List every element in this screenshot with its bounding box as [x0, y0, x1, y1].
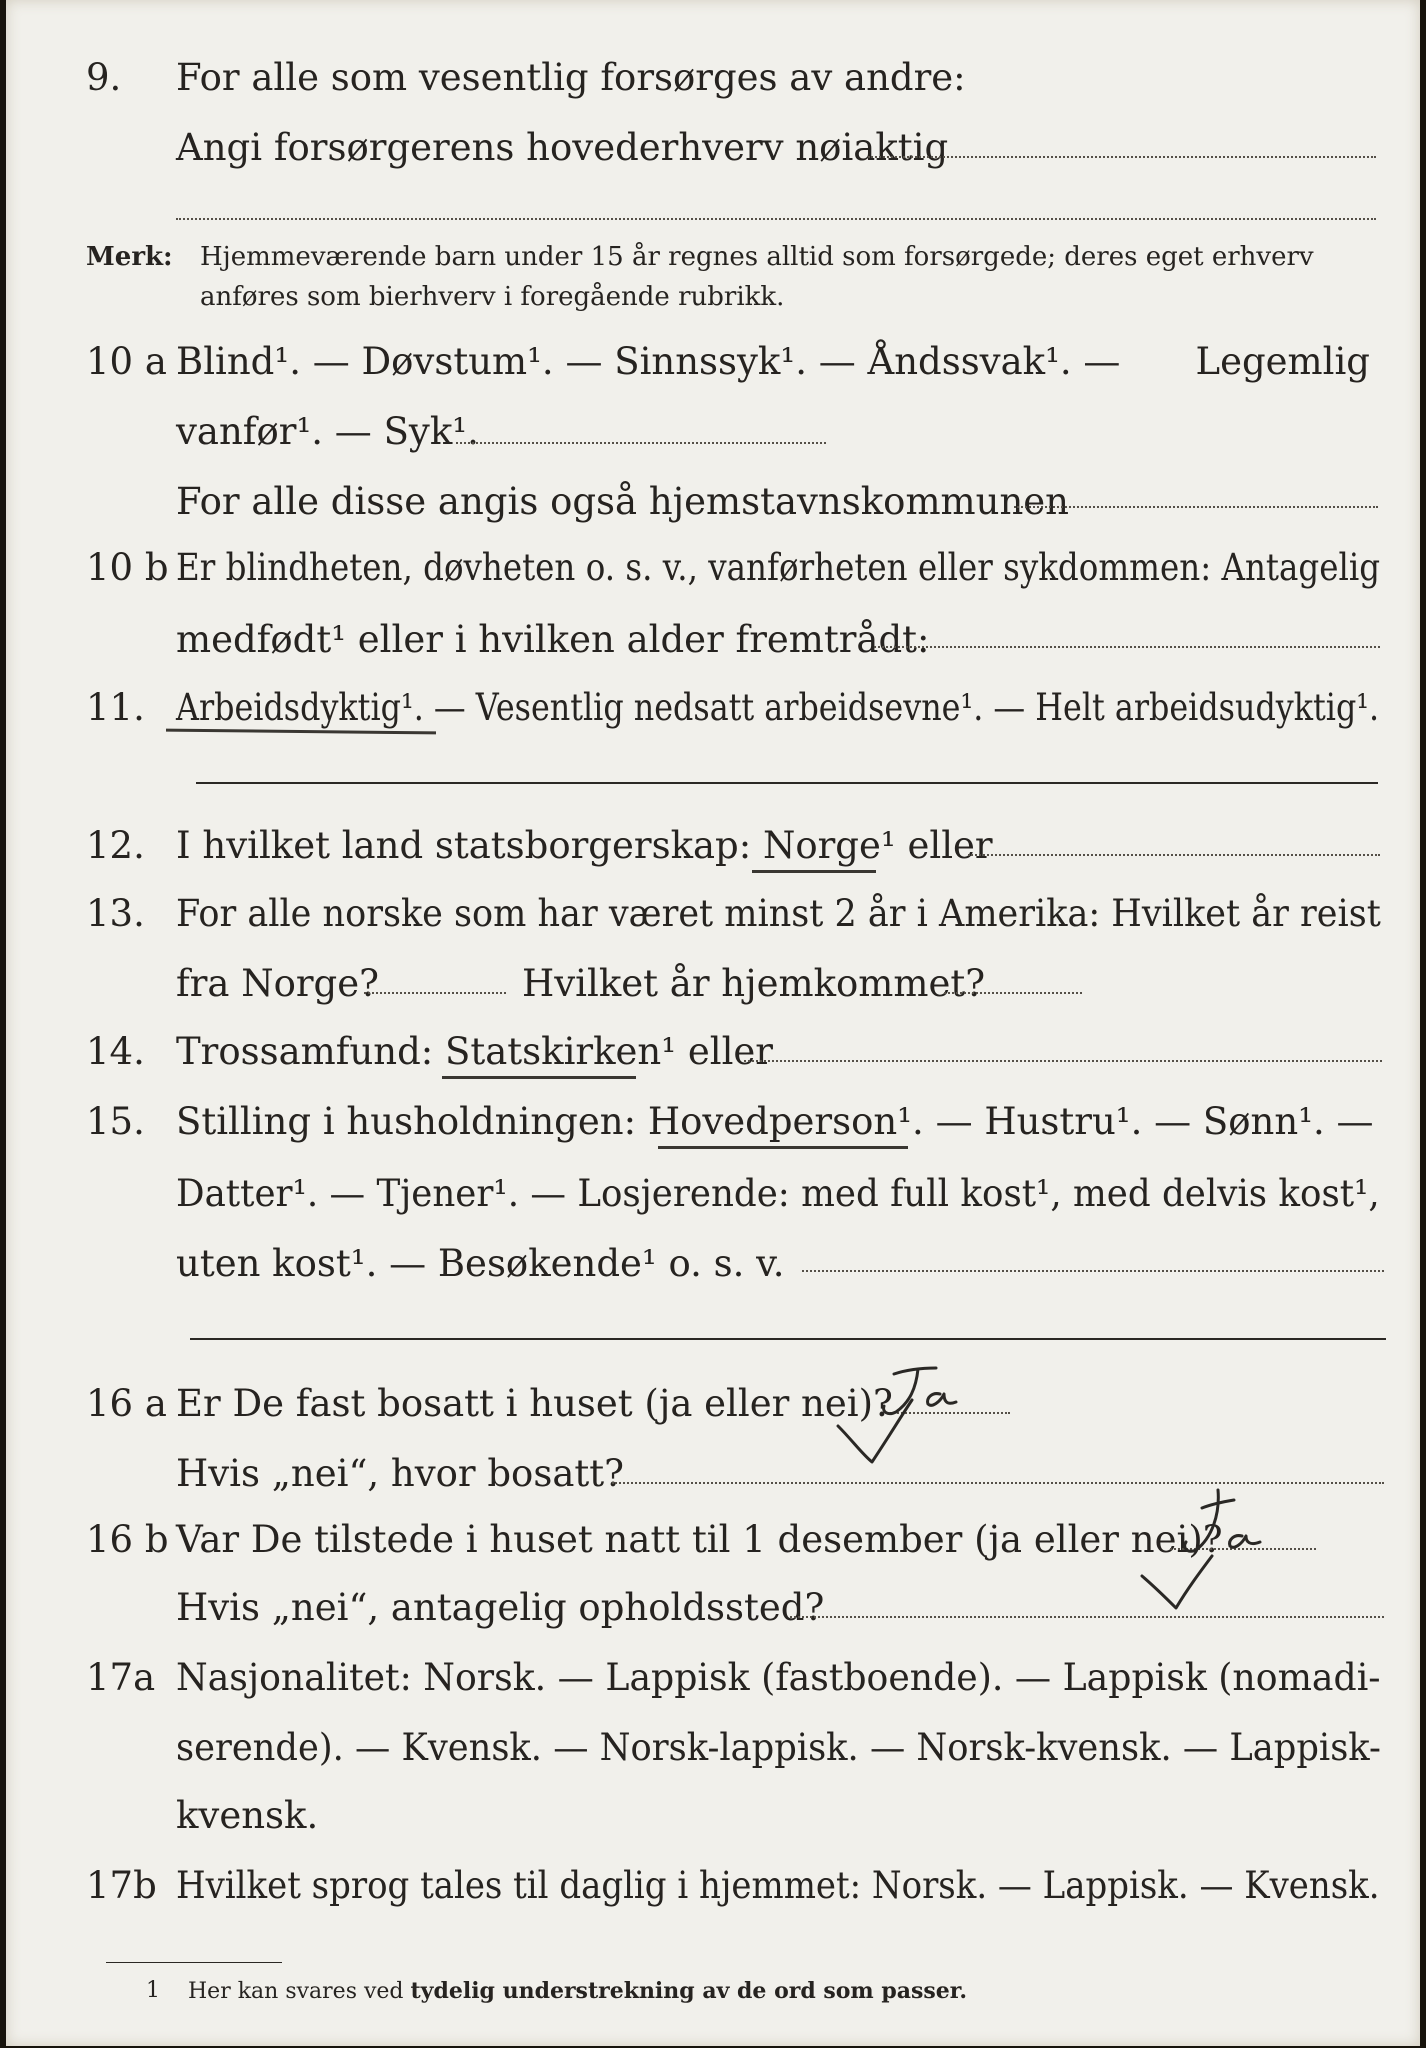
question-17a-line-3 — [6, 1786, 1420, 1846]
question-12 — [6, 816, 1420, 876]
answer-line[interactable] — [364, 992, 506, 994]
question-text: serende). — Kvensk. — Norsk-lappisk. — Norsk-kvensk. — Lappisk- — [176, 1726, 1381, 1769]
question-number: 17b — [86, 1864, 157, 1907]
question-number: 12. — [86, 824, 145, 867]
question-text: Arbeidsdyktig¹. — Vesentlig nedsatt arbeidsevne¹. — Helt arbeidsudyktig¹. — [176, 686, 1380, 729]
question-text: fra Norge? — [176, 962, 379, 1005]
question-number: 9. — [86, 56, 122, 99]
question-15-line-3 — [6, 1234, 1420, 1294]
question-text: Stilling i husholdningen: Hovedperson¹. — Hustru¹. — Sønn¹. — — [176, 1100, 1374, 1143]
question-number: 16 b — [86, 1518, 169, 1561]
question-13 — [6, 884, 1420, 944]
note-label: Merk: — [86, 242, 173, 272]
footnote-text — [188, 1976, 967, 2007]
answer-line[interactable] — [790, 1616, 1384, 1618]
question-text: For alle som vesentlig forsørges av andre: — [176, 56, 966, 99]
question-text: kvensk. — [176, 1794, 319, 1837]
question-9 — [6, 48, 1420, 108]
question-text: Er blindheten, døvheten o. s. v., vanførheten eller sykdommen: Antagelig — [176, 546, 1381, 589]
question-text: Nasjonalitet: Norsk. — Lappisk (fastboende). — Lappisk (nomadi- — [176, 1656, 1381, 1699]
answer-line[interactable] — [874, 646, 1380, 648]
question-16b-line-2 — [6, 1578, 1420, 1638]
question-number: 10 a — [86, 340, 167, 383]
question-10b — [6, 538, 1420, 598]
note-text: anføres som bierhverv i foregående rubrikk. — [200, 282, 785, 312]
answer-line[interactable] — [802, 1270, 1384, 1272]
census-form-page — [6, 0, 1420, 2046]
answer-line[interactable] — [190, 1338, 1386, 1340]
footnote-bold: tydelig understrekning av de ord som passer. — [410, 1978, 968, 2004]
question-14 — [6, 1022, 1420, 1082]
question-text: Trossamfund: Statskirken¹ eller — [176, 1030, 773, 1073]
note-text: Hjemmeværende barn under 15 år regnes alltid som forsørgede; deres eget erhverv — [200, 242, 1314, 272]
question-text: uten kost¹. — Besøkende¹ o. s. v. — [176, 1242, 785, 1285]
question-text: medfødt¹ eller i hvilken alder fremtrådt: — [176, 618, 930, 661]
footnote-divider — [106, 1962, 282, 1963]
question-10a — [6, 332, 1420, 392]
answer-line[interactable] — [868, 156, 1376, 158]
answer-line[interactable] — [176, 218, 1376, 220]
handwritten-underline — [752, 870, 876, 873]
question-text: vanfør¹. — Syk¹. — [176, 410, 479, 453]
question-17a — [6, 1648, 1420, 1708]
question-number: 10 b — [86, 546, 169, 589]
question-number: 11. — [86, 686, 145, 729]
question-10a-line-3 — [6, 472, 1420, 532]
question-17a-line-2 — [6, 1718, 1420, 1778]
question-text: For alle disse angis også hjemstavnskommunen — [176, 480, 1070, 523]
question-15-line-2 — [6, 1164, 1420, 1224]
question-number: 14. — [86, 1030, 145, 1073]
question-text: Datter¹. — Tjener¹. — Losjerende: med full kost¹, med delvis kost¹, — [176, 1172, 1380, 1215]
question-9-line-2 — [6, 118, 1420, 178]
handwritten-underline — [442, 1076, 636, 1079]
question-text: Hvilket år hjemkommet? — [522, 962, 986, 1005]
question-number: 13. — [86, 892, 145, 935]
question-text: Blind¹. — Døvstum¹. — Sinnssyk¹. — Åndssvak¹. — — [176, 340, 1121, 383]
question-10b-line-2 — [6, 610, 1420, 670]
question-10a-line-2 — [6, 402, 1420, 462]
question-number: 15. — [86, 1100, 145, 1143]
question-text: I hvilket land statsborgerskap: Norge¹ eller — [176, 824, 993, 867]
footnote — [6, 1976, 1420, 2036]
handwritten-underline — [658, 1146, 908, 1149]
question-text: Angi forsørgerens hovederhverv nøiaktig — [176, 126, 949, 169]
question-number: 16 a — [86, 1382, 167, 1425]
question-15 — [6, 1092, 1420, 1152]
question-text: Hvilket sprog tales til daglig i hjemmet: Norsk. — Lappisk. — Kvensk. — [176, 1864, 1380, 1907]
footnote-plain: Her kan svares ved — [188, 1979, 404, 2004]
footnote-mark: 1 — [146, 1978, 160, 2003]
question-13-line-2 — [6, 954, 1420, 1014]
question-text: Var De tilstede i huset natt til 1 desember (ja eller nei)? — [176, 1518, 1223, 1561]
question-text: For alle norske som har været minst 2 år i Amerika: Hvilket år reist — [176, 892, 1381, 935]
question-text: Legemlig — [1195, 340, 1370, 383]
answer-line[interactable] — [1014, 506, 1378, 508]
question-17b — [6, 1856, 1420, 1916]
question-text: Er De fast bosatt i huset (ja eller nei)? — [176, 1382, 893, 1425]
question-number: 17a — [86, 1656, 156, 1699]
question-text: Hvis „nei“, hvor bosatt? — [176, 1452, 624, 1495]
answer-line[interactable] — [944, 992, 1082, 994]
answer-line[interactable] — [196, 782, 1378, 784]
answer-line[interactable] — [968, 854, 1380, 856]
note-merk-line-2 — [6, 278, 1420, 338]
question-16a — [6, 1374, 1420, 1434]
question-text: Hvis „nei“, antagelig opholdssted? — [176, 1586, 825, 1629]
answer-line[interactable] — [456, 442, 826, 444]
answer-line[interactable] — [744, 1060, 1382, 1062]
